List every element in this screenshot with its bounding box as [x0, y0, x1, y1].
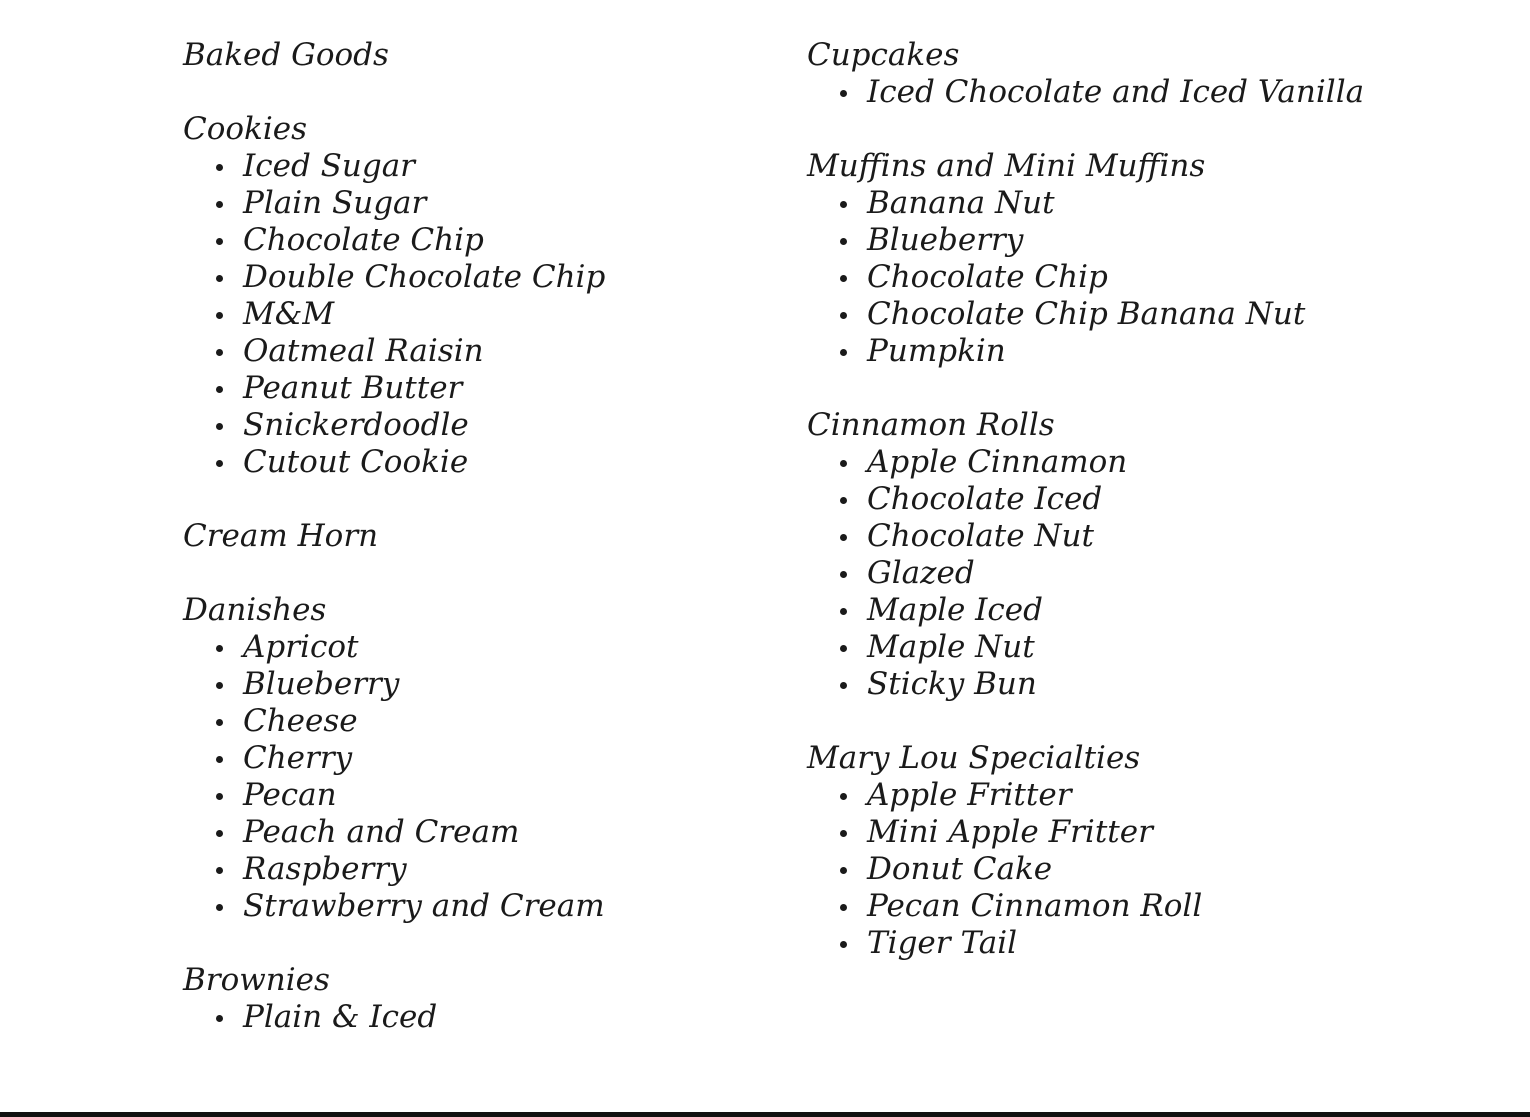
list-item: Chocolate Iced — [807, 481, 1467, 518]
list-item: Mini Apple Fritter — [807, 814, 1467, 851]
danishes-list — [183, 629, 743, 925]
section-danishes — [183, 592, 743, 925]
list-item: Iced Chocolate and Iced Vanilla — [807, 74, 1467, 111]
section-cupcakes — [807, 37, 1467, 111]
list-item: M&M — [183, 296, 743, 333]
section-cream-horn — [183, 518, 743, 555]
list-item: Maple Iced — [807, 592, 1467, 629]
list-item: Tiger Tail — [807, 925, 1467, 962]
list-item: Pecan — [183, 777, 743, 814]
section-heading-mary-lou-specialties: Mary Lou Specialties — [807, 740, 1141, 776]
list-item: Cherry — [183, 740, 743, 777]
section-heading-cookies: Cookies — [183, 111, 307, 147]
list-item: Strawberry and Cream — [183, 888, 743, 925]
section-heading-muffins: Muffins and Mini Muffins — [807, 148, 1206, 184]
specialties-list — [807, 777, 1467, 962]
section-heading-cream-horn: Cream Horn — [183, 518, 379, 554]
list-item: Chocolate Nut — [807, 518, 1467, 555]
list-item: Snickerdoodle — [183, 407, 743, 444]
baked-goods-section — [183, 37, 743, 74]
list-item: Banana Nut — [807, 185, 1467, 222]
list-item: Chocolate Chip Banana Nut — [807, 296, 1467, 333]
list-item: Cutout Cookie — [183, 444, 743, 481]
section-brownies — [183, 962, 743, 1036]
section-heading-cinnamon-rolls: Cinnamon Rolls — [807, 407, 1055, 443]
section-cookies — [183, 111, 743, 481]
list-item: Apricot — [183, 629, 743, 666]
section-heading-cupcakes: Cupcakes — [807, 37, 960, 73]
cupcakes-list — [807, 74, 1467, 111]
list-item: Maple Nut — [807, 629, 1467, 666]
list-item: Pumpkin — [807, 333, 1467, 370]
page-title: Baked Goods — [183, 37, 389, 73]
list-item: Pecan Cinnamon Roll — [807, 888, 1467, 925]
list-item: Apple Fritter — [807, 777, 1467, 814]
list-item: Plain Sugar — [183, 185, 743, 222]
cinnamon-rolls-list — [807, 444, 1467, 703]
list-item: Iced Sugar — [183, 148, 743, 185]
list-item: Raspberry — [183, 851, 743, 888]
list-item: Apple Cinnamon — [807, 444, 1467, 481]
list-item: Plain & Iced — [183, 999, 743, 1036]
section-muffins — [807, 148, 1467, 370]
list-item: Peanut Butter — [183, 370, 743, 407]
list-item: Double Chocolate Chip — [183, 259, 743, 296]
muffins-list — [807, 185, 1467, 370]
list-item: Blueberry — [807, 222, 1467, 259]
list-item: Peach and Cream — [183, 814, 743, 851]
list-item: Oatmeal Raisin — [183, 333, 743, 370]
cookies-list — [183, 148, 743, 481]
list-item: Glazed — [807, 555, 1467, 592]
section-heading-brownies: Brownies — [183, 962, 330, 998]
list-item: Donut Cake — [807, 851, 1467, 888]
left-column — [183, 37, 743, 1073]
list-item: Blueberry — [183, 666, 743, 703]
bottom-divider — [0, 1112, 1530, 1117]
brownies-list — [183, 999, 743, 1036]
section-heading-danishes: Danishes — [183, 592, 327, 628]
list-item: Cheese — [183, 703, 743, 740]
list-item: Sticky Bun — [807, 666, 1467, 703]
section-cinnamon-rolls — [807, 407, 1467, 703]
section-mary-lou-specialties — [807, 740, 1467, 962]
list-item: Chocolate Chip — [807, 259, 1467, 296]
right-column — [807, 37, 1467, 999]
list-item: Chocolate Chip — [183, 222, 743, 259]
